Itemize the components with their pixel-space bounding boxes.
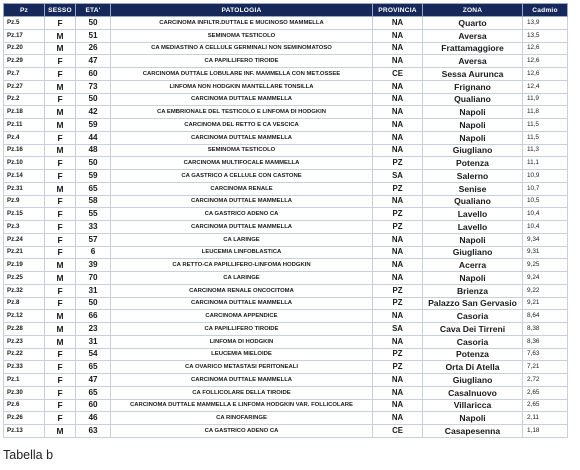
cell-eta: 60	[76, 68, 111, 81]
cell-patologia: CA GASTRICO ADENO CA	[111, 425, 373, 438]
cell-patologia: CA LARINGE	[111, 233, 373, 246]
table-row	[4, 361, 568, 374]
cell-patologia: CARCINOMA DUTTALE MAMMELLA	[111, 93, 373, 106]
cell-eta: 55	[76, 208, 111, 221]
cell-patologia: CARCINOMA RENALE	[111, 182, 373, 195]
table-row	[4, 348, 568, 361]
cell-eta: 65	[76, 386, 111, 399]
cell-sesso: M	[45, 335, 76, 348]
cell-provincia: NA	[373, 310, 423, 323]
table-row	[4, 297, 568, 310]
cell-cadmio: 8,64	[523, 310, 568, 323]
cell-pz: Pz.27	[4, 80, 45, 93]
cell-provincia: PZ	[373, 208, 423, 221]
cell-zona: Salerno	[423, 170, 523, 183]
cell-patologia: CARCINOMA DUTTALE LOBULARE INF. MAMMELLA CON MET.OSSEE	[111, 68, 373, 81]
cell-pz: Pz.7	[4, 68, 45, 81]
cell-pz: Pz.10	[4, 157, 45, 170]
cell-eta: 26	[76, 42, 111, 55]
cell-eta: 70	[76, 272, 111, 285]
table-row	[4, 425, 568, 438]
cell-sesso: M	[45, 42, 76, 55]
cell-zona: Qualiano	[423, 195, 523, 208]
cell-patologia: CA GASTRICO A CELLULE CON CASTONE	[111, 170, 373, 183]
cell-pz: Pz.23	[4, 335, 45, 348]
table-row	[4, 182, 568, 195]
cell-provincia: PZ	[373, 284, 423, 297]
table-row	[4, 170, 568, 183]
cell-zona: Acerra	[423, 259, 523, 272]
table-row	[4, 68, 568, 81]
cell-patologia: CA RETTO-CA PAPILLIFERO-LINFOMA HODGKIN	[111, 259, 373, 272]
cell-pz: Pz.28	[4, 323, 45, 336]
cell-pz: Pz.9	[4, 195, 45, 208]
table-row	[4, 310, 568, 323]
cell-pz: Pz.26	[4, 412, 45, 425]
cell-patologia: CA PAPILLIFERO TIROIDE	[111, 323, 373, 336]
cell-provincia: NA	[373, 80, 423, 93]
cell-cadmio: 11,9	[523, 93, 568, 106]
cell-eta: 31	[76, 284, 111, 297]
cell-provincia: NA	[373, 55, 423, 68]
cell-patologia: CA OVARICO METASTASI PERITONEALI	[111, 361, 373, 374]
table-row	[4, 80, 568, 93]
cell-provincia: NA	[373, 119, 423, 132]
cell-patologia: CARCINOMA DUTTALE MAMMELLA	[111, 297, 373, 310]
table-row	[4, 335, 568, 348]
cell-pz: Pz.1	[4, 374, 45, 387]
cell-sesso: M	[45, 259, 76, 272]
cell-zona: Sessa Aurunca	[423, 68, 523, 81]
cell-zona: Casalnuovo	[423, 386, 523, 399]
table-row	[4, 412, 568, 425]
cell-eta: 73	[76, 80, 111, 93]
cell-cadmio: 8,36	[523, 335, 568, 348]
table-body	[4, 17, 568, 438]
cell-provincia: NA	[373, 374, 423, 387]
cell-cadmio: 10,7	[523, 182, 568, 195]
cell-cadmio: 2,72	[523, 374, 568, 387]
cell-cadmio: 8,38	[523, 323, 568, 336]
cell-cadmio: 12,6	[523, 42, 568, 55]
table-row	[4, 106, 568, 119]
cell-eta: 65	[76, 361, 111, 374]
cell-cadmio: 2,65	[523, 399, 568, 412]
header-patologia: PATOLOGIA	[111, 4, 373, 17]
cell-pz: Pz.17	[4, 29, 45, 42]
cell-provincia: NA	[373, 93, 423, 106]
cell-cadmio: 1,18	[523, 425, 568, 438]
cell-sesso: F	[45, 374, 76, 387]
cell-sesso: M	[45, 310, 76, 323]
cell-pz: Pz.19	[4, 259, 45, 272]
cell-patologia: LINFOMA DI HODGKIN	[111, 335, 373, 348]
cell-zona: Giugliano	[423, 246, 523, 259]
cell-sesso: F	[45, 399, 76, 412]
cell-provincia: NA	[373, 233, 423, 246]
cell-pz: Pz.8	[4, 297, 45, 310]
cell-sesso: F	[45, 55, 76, 68]
cell-pz: Pz.3	[4, 221, 45, 234]
cell-pz: Pz.33	[4, 361, 45, 374]
cell-patologia: CARCINOMA DUTTALE MAMMELLA	[111, 221, 373, 234]
cell-sesso: F	[45, 221, 76, 234]
cell-eta: 59	[76, 119, 111, 132]
cell-provincia: NA	[373, 131, 423, 144]
cell-sesso: F	[45, 246, 76, 259]
cell-cadmio: 9,25	[523, 259, 568, 272]
cell-provincia: NA	[373, 195, 423, 208]
cell-pz: Pz.24	[4, 233, 45, 246]
table-row	[4, 29, 568, 42]
cell-patologia: CARCINOMA DUTTALE MAMMELLA	[111, 374, 373, 387]
cell-sesso: M	[45, 80, 76, 93]
table-row	[4, 195, 568, 208]
cell-eta: 54	[76, 348, 111, 361]
header-sesso: SESSO	[45, 4, 76, 17]
cell-cadmio: 9,34	[523, 233, 568, 246]
cell-sesso: F	[45, 131, 76, 144]
cell-provincia: NA	[373, 29, 423, 42]
cell-pz: Pz.18	[4, 106, 45, 119]
cell-patologia: CA RINOFARINGE	[111, 412, 373, 425]
cell-zona: Villaricca	[423, 399, 523, 412]
table-row	[4, 246, 568, 259]
cell-provincia: NA	[373, 412, 423, 425]
cell-patologia: CA EMBRIONALE DEL TESTICOLO E LINFOMA DI HODGKIN	[111, 106, 373, 119]
cell-patologia: CARCINOMA INFILTR.DUTTALE E MUCINOSO MAMMELLA	[111, 17, 373, 30]
cell-pz: Pz.4	[4, 131, 45, 144]
cell-zona: Orta Di Atella	[423, 361, 523, 374]
cell-sesso: M	[45, 323, 76, 336]
cell-provincia: SA	[373, 170, 423, 183]
table-row	[4, 272, 568, 285]
cell-provincia: NA	[373, 42, 423, 55]
cell-cadmio: 11,5	[523, 131, 568, 144]
cell-sesso: F	[45, 208, 76, 221]
cell-provincia: PZ	[373, 182, 423, 195]
cell-cadmio: 7,63	[523, 348, 568, 361]
table-caption: Tabella b	[3, 448, 54, 462]
cell-zona: Palazzo San Gervasio	[423, 297, 523, 310]
table-row	[4, 221, 568, 234]
cell-zona: Casoria	[423, 335, 523, 348]
table-row	[4, 42, 568, 55]
cell-patologia: CA MEDIASTINO A CELLULE GERMINALI NON SEMINOMATOSO	[111, 42, 373, 55]
cell-cadmio: 13,5	[523, 29, 568, 42]
cell-patologia: CARCINOMA DUTTALE MAMMELLA	[111, 195, 373, 208]
cell-cadmio: 11,3	[523, 144, 568, 157]
cell-cadmio: 13,9	[523, 17, 568, 30]
cell-patologia: SEMINOMA TESTICOLO	[111, 29, 373, 42]
cell-provincia: NA	[373, 106, 423, 119]
cell-zona: Casapesenna	[423, 425, 523, 438]
cell-provincia: SA	[373, 323, 423, 336]
cell-sesso: F	[45, 297, 76, 310]
cell-cadmio: 10,5	[523, 195, 568, 208]
cell-provincia: NA	[373, 335, 423, 348]
cell-eta: 58	[76, 195, 111, 208]
cell-eta: 51	[76, 29, 111, 42]
table-row	[4, 17, 568, 30]
cell-provincia: PZ	[373, 348, 423, 361]
cell-sesso: F	[45, 157, 76, 170]
cell-eta: 44	[76, 131, 111, 144]
cell-patologia: CARCINOMA DUTTALE MAMMELLA	[111, 131, 373, 144]
cell-provincia: NA	[373, 386, 423, 399]
cell-cadmio: 10,4	[523, 221, 568, 234]
cell-cadmio: 11,1	[523, 157, 568, 170]
header-cadmio: Cadmio	[523, 4, 568, 17]
cell-patologia: CA GASTRICO ADENO CA	[111, 208, 373, 221]
cell-eta: 50	[76, 157, 111, 170]
cell-eta: 50	[76, 297, 111, 310]
cell-pz: Pz.30	[4, 386, 45, 399]
cell-pz: Pz.14	[4, 170, 45, 183]
cell-zona: Lavello	[423, 208, 523, 221]
cell-sesso: M	[45, 144, 76, 157]
cell-sesso: F	[45, 361, 76, 374]
cell-eta: 63	[76, 425, 111, 438]
table-row	[4, 284, 568, 297]
cell-eta: 66	[76, 310, 111, 323]
cell-provincia: PZ	[373, 297, 423, 310]
cell-pz: Pz.22	[4, 348, 45, 361]
table-row	[4, 323, 568, 336]
cell-sesso: F	[45, 170, 76, 183]
table-row	[4, 55, 568, 68]
table-row	[4, 386, 568, 399]
cell-provincia: NA	[373, 259, 423, 272]
cell-sesso: F	[45, 284, 76, 297]
cell-patologia: LEUCEMIA MIELOIDE	[111, 348, 373, 361]
header-pz: Pz	[4, 4, 45, 17]
header-eta: ETA'	[76, 4, 111, 17]
cell-provincia: NA	[373, 246, 423, 259]
cell-cadmio: 7,21	[523, 361, 568, 374]
cell-sesso: F	[45, 195, 76, 208]
cell-sesso: M	[45, 272, 76, 285]
cell-sesso: F	[45, 17, 76, 30]
cell-zona: Casoria	[423, 310, 523, 323]
cell-eta: 47	[76, 374, 111, 387]
header-zona: ZONA	[423, 4, 523, 17]
cell-patologia: SEMINOMA TESTICOLO	[111, 144, 373, 157]
cell-pz: Pz.15	[4, 208, 45, 221]
cell-patologia: CA FOLLICOLARE DELLA TIROIDE	[111, 386, 373, 399]
table-row	[4, 233, 568, 246]
cell-zona: Giugliano	[423, 144, 523, 157]
cell-cadmio: 9,21	[523, 297, 568, 310]
cell-eta: 65	[76, 182, 111, 195]
cell-cadmio: 11,5	[523, 119, 568, 132]
cell-sesso: M	[45, 425, 76, 438]
cell-sesso: F	[45, 93, 76, 106]
cell-eta: 47	[76, 55, 111, 68]
cell-cadmio: 2,65	[523, 386, 568, 399]
cell-eta: 57	[76, 233, 111, 246]
cell-sesso: F	[45, 348, 76, 361]
cell-patologia: CA LARINGE	[111, 272, 373, 285]
cell-pz: Pz.25	[4, 272, 45, 285]
cell-eta: 50	[76, 17, 111, 30]
cell-zona: Potenza	[423, 348, 523, 361]
cell-eta: 60	[76, 399, 111, 412]
cell-zona: Quarto	[423, 17, 523, 30]
cell-pz: Pz.29	[4, 55, 45, 68]
cell-patologia: CARCINOMA MULTIFOCALE MAMMELLA	[111, 157, 373, 170]
cell-patologia: LEUCEMIA LINFOBLASTICA	[111, 246, 373, 259]
cell-provincia: CE	[373, 425, 423, 438]
cell-zona: Lavello	[423, 221, 523, 234]
cell-zona: Napoli	[423, 412, 523, 425]
cell-zona: Frignano	[423, 80, 523, 93]
cell-eta: 23	[76, 323, 111, 336]
cell-sesso: M	[45, 106, 76, 119]
cell-zona: Napoli	[423, 272, 523, 285]
cell-provincia: PZ	[373, 157, 423, 170]
cell-zona: Napoli	[423, 131, 523, 144]
cell-pz: Pz.32	[4, 284, 45, 297]
table-row	[4, 93, 568, 106]
table-row	[4, 399, 568, 412]
cell-eta: 59	[76, 170, 111, 183]
cell-patologia: CARCINOMA DUTTALE MAMMELLA E LINFOMA HODGKIN VAR. FOLLICOLARE	[111, 399, 373, 412]
cell-pz: Pz.16	[4, 144, 45, 157]
table-row	[4, 144, 568, 157]
cell-sesso: F	[45, 68, 76, 81]
table-container	[3, 3, 568, 438]
cell-pz: Pz.12	[4, 310, 45, 323]
cell-zona: Napoli	[423, 233, 523, 246]
cell-zona: Napoli	[423, 106, 523, 119]
cell-provincia: NA	[373, 272, 423, 285]
cell-patologia: CARCINOMA APPENDICE	[111, 310, 373, 323]
cell-zona: Qualiano	[423, 93, 523, 106]
cell-eta: 6	[76, 246, 111, 259]
cell-eta: 31	[76, 335, 111, 348]
cell-provincia: NA	[373, 399, 423, 412]
cell-eta: 33	[76, 221, 111, 234]
cell-patologia: CARCINOMA DEL RETTO E CA VESCICA	[111, 119, 373, 132]
table-row	[4, 157, 568, 170]
cell-eta: 48	[76, 144, 111, 157]
table-row	[4, 374, 568, 387]
cell-patologia: CA PAPILLIFERO TIROIDE	[111, 55, 373, 68]
cell-zona: Aversa	[423, 29, 523, 42]
cell-sesso: M	[45, 119, 76, 132]
cell-zona: Brienza	[423, 284, 523, 297]
cell-eta: 42	[76, 106, 111, 119]
patients-table	[3, 3, 568, 438]
table-row	[4, 131, 568, 144]
cell-provincia: CE	[373, 68, 423, 81]
cell-eta: 50	[76, 93, 111, 106]
cell-pz: Pz.31	[4, 182, 45, 195]
cell-sesso: F	[45, 412, 76, 425]
cell-zona: Cava Dei Tirreni	[423, 323, 523, 336]
cell-provincia: NA	[373, 17, 423, 30]
table-header-row	[4, 4, 568, 17]
cell-cadmio: 11,8	[523, 106, 568, 119]
cell-eta: 46	[76, 412, 111, 425]
cell-provincia: NA	[373, 144, 423, 157]
cell-zona: Giugliano	[423, 374, 523, 387]
cell-pz: Pz.13	[4, 425, 45, 438]
cell-cadmio: 2,11	[523, 412, 568, 425]
cell-eta: 39	[76, 259, 111, 272]
header-provincia: PROVINCIA	[373, 4, 423, 17]
cell-provincia: PZ	[373, 221, 423, 234]
cell-sesso: M	[45, 182, 76, 195]
cell-cadmio: 9,22	[523, 284, 568, 297]
cell-zona: Aversa	[423, 55, 523, 68]
cell-zona: Napoli	[423, 119, 523, 132]
cell-zona: Senise	[423, 182, 523, 195]
cell-cadmio: 9,31	[523, 246, 568, 259]
table-row	[4, 119, 568, 132]
cell-cadmio: 10,9	[523, 170, 568, 183]
cell-patologia: LINFOMA NON HODGKIN MANTELLARE TONSILLA	[111, 80, 373, 93]
cell-cadmio: 12,6	[523, 68, 568, 81]
cell-pz: Pz.11	[4, 119, 45, 132]
cell-pz: Pz.6	[4, 399, 45, 412]
cell-sesso: M	[45, 29, 76, 42]
cell-patologia: CARCINOMA RENALE ONCOCITOMA	[111, 284, 373, 297]
table-row	[4, 208, 568, 221]
cell-zona: Potenza	[423, 157, 523, 170]
cell-cadmio: 12,6	[523, 55, 568, 68]
cell-sesso: F	[45, 386, 76, 399]
cell-cadmio: 9,24	[523, 272, 568, 285]
cell-pz: Pz.21	[4, 246, 45, 259]
cell-sesso: F	[45, 233, 76, 246]
cell-cadmio: 12,4	[523, 80, 568, 93]
cell-zona: Frattamaggiore	[423, 42, 523, 55]
cell-pz: Pz.20	[4, 42, 45, 55]
cell-pz: Pz.5	[4, 17, 45, 30]
table-row	[4, 259, 568, 272]
cell-pz: Pz.2	[4, 93, 45, 106]
cell-cadmio: 10,4	[523, 208, 568, 221]
cell-provincia: PZ	[373, 361, 423, 374]
